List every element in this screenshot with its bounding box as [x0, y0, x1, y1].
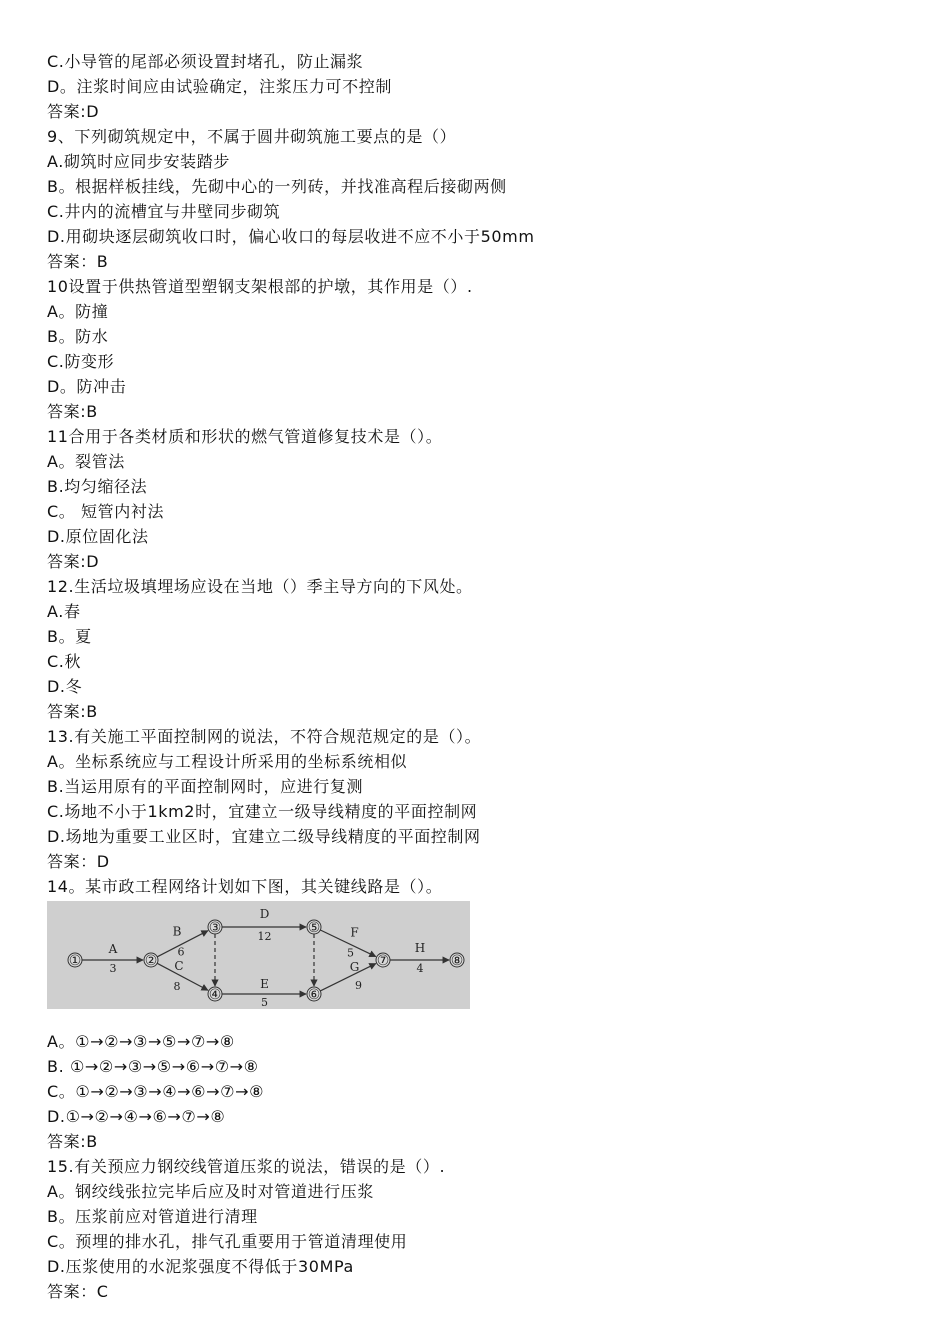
text-line: A。裂管法: [47, 452, 125, 471]
text-line: B.当运用原有的平面控制网时，应进行复测: [47, 777, 364, 796]
activity-duration: 5: [261, 996, 268, 1009]
text-line: A。防撞: [47, 302, 109, 321]
text-line: A.春: [47, 602, 81, 621]
activity-label: E: [260, 977, 269, 991]
text-line: B. ①→②→③→⑤→⑥→⑦→⑧: [47, 1057, 259, 1076]
text-line: 13.有关施工平面控制网的说法，不符合规范规定的是（）。: [47, 727, 482, 746]
text-line: C.秋: [47, 652, 82, 671]
activity-duration: 5: [347, 946, 354, 960]
activity-duration: 6: [177, 945, 185, 959]
text-line: B。防水: [47, 327, 109, 346]
text-line: D.①→②→④→⑥→⑦→⑧: [47, 1107, 226, 1126]
text-line: 答案:D: [47, 552, 100, 571]
network-node-label: ⑧: [450, 953, 464, 969]
activity-duration: 9: [355, 979, 362, 992]
activity-label: H: [414, 941, 426, 955]
text-line: 答案：B: [47, 252, 109, 271]
text-line: D.用砌块逐层砌筑收口时，偏心收口的每层收进不应不小于50mm: [47, 227, 535, 246]
text-line: B.均匀缩径法: [47, 477, 148, 496]
activity-label: D: [259, 907, 270, 921]
activity-duration: 3: [109, 962, 117, 975]
network-node-label: ②: [144, 953, 158, 969]
network-node-label: ⑦: [376, 953, 390, 969]
question-block-top: [47, 49, 927, 899]
network-node-label: ⑥: [307, 987, 321, 1003]
text-line: D.场地为重要工业区时，宜建立二级导线精度的平面控制网: [47, 827, 481, 846]
text-line: C。①→②→③→④→⑥→⑦→⑧: [47, 1082, 265, 1101]
network-node-label: ④: [208, 987, 222, 1003]
network-diagram: [47, 901, 470, 1009]
activity-label: F: [350, 925, 359, 940]
document-page: [47, 49, 927, 1304]
text-line: 9、下列砌筑规定中，不属于圆井砌筑施工要点的是（）: [47, 127, 457, 146]
network-diagram-figure: [47, 899, 927, 1019]
text-line: C.井内的流槽宜与井壁同步砌筑: [47, 202, 281, 221]
text-line: D.冬: [47, 677, 83, 696]
text-line: C.场地不小于1km2时，宜建立一级导线精度的平面控制网: [47, 802, 478, 821]
text-line: D.原位固化法: [47, 527, 149, 546]
text-line: 10设置于供热管道型塑钢支架根部的护墩，其作用是（）.: [47, 277, 473, 296]
text-line: A。①→②→③→⑤→⑦→⑧: [47, 1032, 235, 1051]
text-line: A。钢绞线张拉完毕后应及时对管道进行压浆: [47, 1182, 374, 1201]
text-line: 答案:B: [47, 702, 98, 721]
text-line: 答案:B: [47, 402, 98, 421]
network-node-label: ⑤: [307, 920, 321, 936]
text-line: C。预埋的排水孔，排气孔重要用于管道清理使用: [47, 1232, 408, 1251]
text-line: C。 短管内衬法: [47, 502, 165, 521]
text-line: 答案：D: [47, 852, 110, 871]
activity-label: G: [349, 960, 360, 974]
text-line: D.压浆使用的水泥浆强度不得低于30MPa: [47, 1257, 354, 1276]
text-line: B。夏: [47, 627, 92, 646]
text-line: B。压浆前应对管道进行清理: [47, 1207, 258, 1226]
activity-label: C: [174, 959, 184, 973]
activity-duration: 12: [257, 930, 272, 943]
text-line: 答案：C: [47, 1282, 109, 1301]
network-node-label: ①: [68, 953, 82, 969]
activity-label: B: [172, 924, 182, 939]
text-line: 12.生活垃圾填埋场应设在当地（）季主导方向的下风处。: [47, 577, 473, 596]
text-line: D。注浆时间应由试验确定，注浆压力可不控制: [47, 77, 392, 96]
text-line: D。防冲击: [47, 377, 127, 396]
network-node-label: ③: [208, 920, 222, 936]
activity-label: A: [108, 942, 118, 956]
text-line: 14。某市政工程网络计划如下图，其关键线路是（）。: [47, 877, 443, 896]
text-line: C.小导管的尾部必须设置封堵孔，防止漏浆: [47, 52, 364, 71]
text-line: 11合用于各类材质和形状的燃气管道修复技术是（）。: [47, 427, 443, 446]
text-line: A.砌筑时应同步安装踏步: [47, 152, 230, 171]
text-line: C.防变形: [47, 352, 115, 371]
activity-duration: 4: [416, 962, 424, 975]
text-line: 15.有关预应力钢绞线管道压浆的说法，错误的是（）.: [47, 1157, 446, 1176]
text-line: 答案:B: [47, 1132, 98, 1151]
question-block-bottom: [47, 1029, 927, 1304]
text-line: A。坐标系统应与工程设计所采用的坐标系统相似: [47, 752, 408, 771]
text-line: B。根据样板挂线，先砌中心的一列砖，并找准高程后接砌两侧: [47, 177, 507, 196]
text-line: 答案:D: [47, 102, 100, 121]
activity-duration: 8: [173, 980, 181, 993]
